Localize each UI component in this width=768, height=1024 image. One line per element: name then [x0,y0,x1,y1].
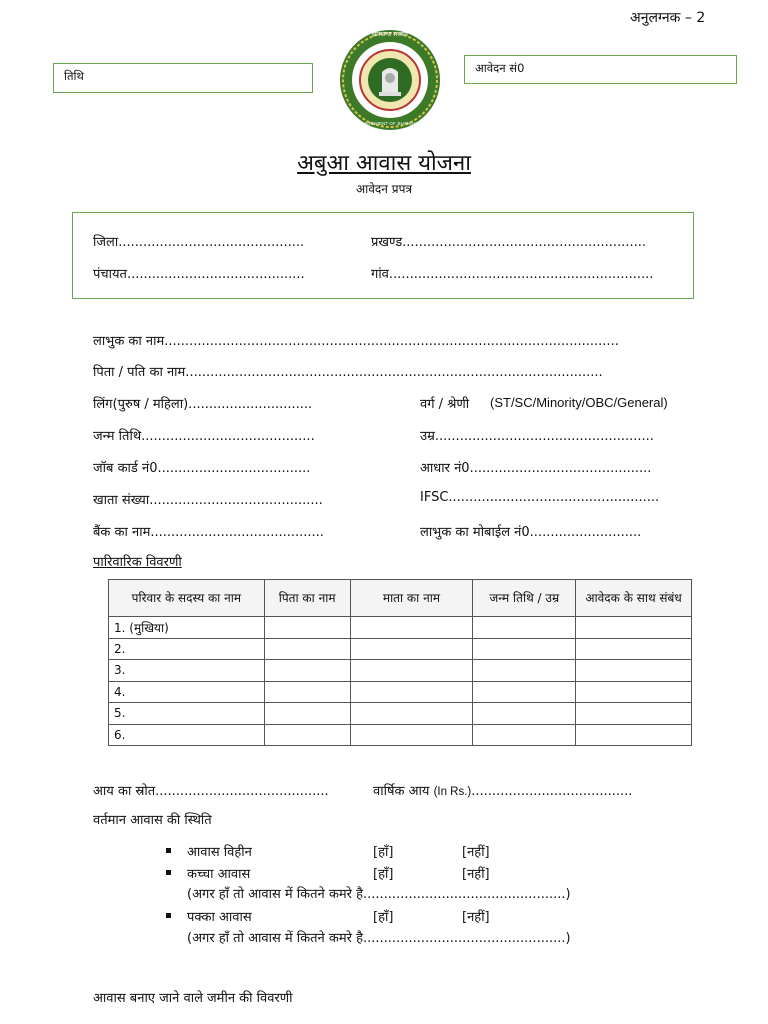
land-heading: आवास बनाए जाने वाले जमीन की विवरणी [93,991,293,1006]
kutcha-house-no[interactable]: [नहीं] [462,867,490,882]
annual-income-unit: (In Rs.) [433,786,472,798]
table-row [109,681,692,703]
family-table-header [109,580,692,617]
col-dob-age: जन्म तिथि / उम्र [473,580,576,617]
mobile-field[interactable]: लाभुक का मोबाईल नं0........................... [420,525,642,540]
table-cell[interactable] [576,638,692,660]
category-options[interactable]: (ST/SC/Minority/OBC/General) [490,395,668,410]
col-mother-name: माता का नाम [350,580,473,617]
table-cell[interactable] [264,724,350,746]
table-cell[interactable] [473,660,576,682]
table-cell[interactable] [473,703,576,725]
father-husband-name-field[interactable]: पिता / पति का नाम..................................................................................................... [93,365,603,380]
table-cell[interactable] [576,617,692,639]
annual-income-field[interactable] [373,781,632,799]
date-box[interactable] [53,63,313,93]
panchayat-field[interactable]: पंचायत........................................... [93,267,305,282]
homeless-yes[interactable]: [हाँ] [373,845,394,860]
bullet-icon [166,870,171,875]
aadhaar-field[interactable]: आधार नं0............................................ [420,461,652,476]
beneficiary-name-field[interactable]: लाभुक का नाम.............................................................................................................. [93,334,619,349]
bank-name-field[interactable]: बैंक का नाम.......................................... [93,525,324,540]
category-label: वर्ग / श्रेणी [420,397,470,412]
village-field[interactable]: गांव................................................................ [371,267,654,282]
bullet-icon [166,848,171,853]
table-cell[interactable] [576,724,692,746]
housing-heading: वर्तमान आवास की स्थिति [93,813,212,828]
table-cell[interactable] [576,660,692,682]
bullet-icon [166,913,171,918]
table-cell[interactable] [473,724,576,746]
row-label[interactable]: 3. [109,660,265,682]
col-member-name: परिवार के सदस्य का नाम [109,580,265,617]
emblem-top-text: झारखण्ड सरकार [371,31,409,38]
block-field[interactable]: प्रखण्ड........................................................... [371,235,646,250]
col-relation: आवेदक के साथ संबंध [576,580,692,617]
table-cell[interactable] [350,660,473,682]
age-field[interactable]: उम्र..................................................... [420,429,654,444]
kutcha-house-yes[interactable]: [हाँ] [373,867,394,882]
table-row [109,617,692,639]
table-row [109,638,692,660]
pucca-house-yes[interactable]: [हाँ] [373,910,394,925]
pucca-rooms-field[interactable]: (अगर हाँ तो आवास में कितने कमरे है.................................................) [187,931,571,946]
dob-field[interactable]: जन्म तिथि.......................................... [93,429,315,444]
government-emblem-icon [338,28,442,132]
table-cell[interactable] [264,638,350,660]
pucca-house-label: पक्का आवास [187,910,252,925]
gender-field[interactable]: लिंग(पुरुष / महिला).............................. [93,397,313,412]
pucca-house-no[interactable]: [नहीं] [462,910,490,925]
col-father-name: पिता का नाम [264,580,350,617]
date-label: तिथि [64,69,84,83]
row-label[interactable]: 6. [109,724,265,746]
table-cell[interactable] [264,703,350,725]
table-cell[interactable] [264,617,350,639]
application-number-label: आवेदन सं0 [475,61,525,75]
row-label[interactable]: 5. [109,703,265,725]
page-subtitle: आवेदन प्रपत्र [355,182,413,196]
table-cell[interactable] [350,681,473,703]
table-cell[interactable] [350,703,473,725]
table-row [109,724,692,746]
application-number-box[interactable] [464,55,737,84]
annual-income-dots: ....................................... [471,784,633,799]
district-field[interactable]: जिला............................................. [93,235,305,250]
annual-income-label: वार्षिक आय [373,784,430,799]
kutcha-rooms-field[interactable]: (अगर हाँ तो आवास में कितने कमरे है.................................................) [187,887,571,902]
table-cell[interactable] [264,660,350,682]
homeless-label: आवास विहीन [187,845,252,860]
page-title: अबुआ आवास योजना [297,151,471,176]
table-cell[interactable] [350,724,473,746]
table-cell[interactable] [576,681,692,703]
homeless-no[interactable]: [नहीं] [462,845,490,860]
emblem-bottom-text: GOVERNMENT OF JHARKHAND [355,121,425,126]
table-row [109,660,692,682]
income-source-field[interactable]: आय का स्रोत.......................................... [93,784,329,799]
table-cell[interactable] [473,681,576,703]
family-heading: पारिवारिक विवरणी [93,555,182,570]
job-card-field[interactable]: जॉब कार्ड नं0..................................... [93,461,311,476]
table-cell[interactable] [473,638,576,660]
table-cell[interactable] [576,703,692,725]
table-row [109,703,692,725]
annexure-label: अनुलग्नक – 2 [630,10,706,26]
table-cell[interactable] [473,617,576,639]
row-label[interactable]: 4. [109,681,265,703]
ifsc-field[interactable]: IFSC................................................... [420,490,660,505]
family-table [108,579,692,746]
table-cell[interactable] [350,617,473,639]
location-box [72,212,694,299]
row-label[interactable]: 1. (मुखिया) [109,617,265,639]
table-cell[interactable] [350,638,473,660]
table-cell[interactable] [264,681,350,703]
row-label[interactable]: 2. [109,638,265,660]
account-number-field[interactable]: खाता संख्या.......................................... [93,493,323,508]
kutcha-house-label: कच्चा आवास [187,867,251,882]
